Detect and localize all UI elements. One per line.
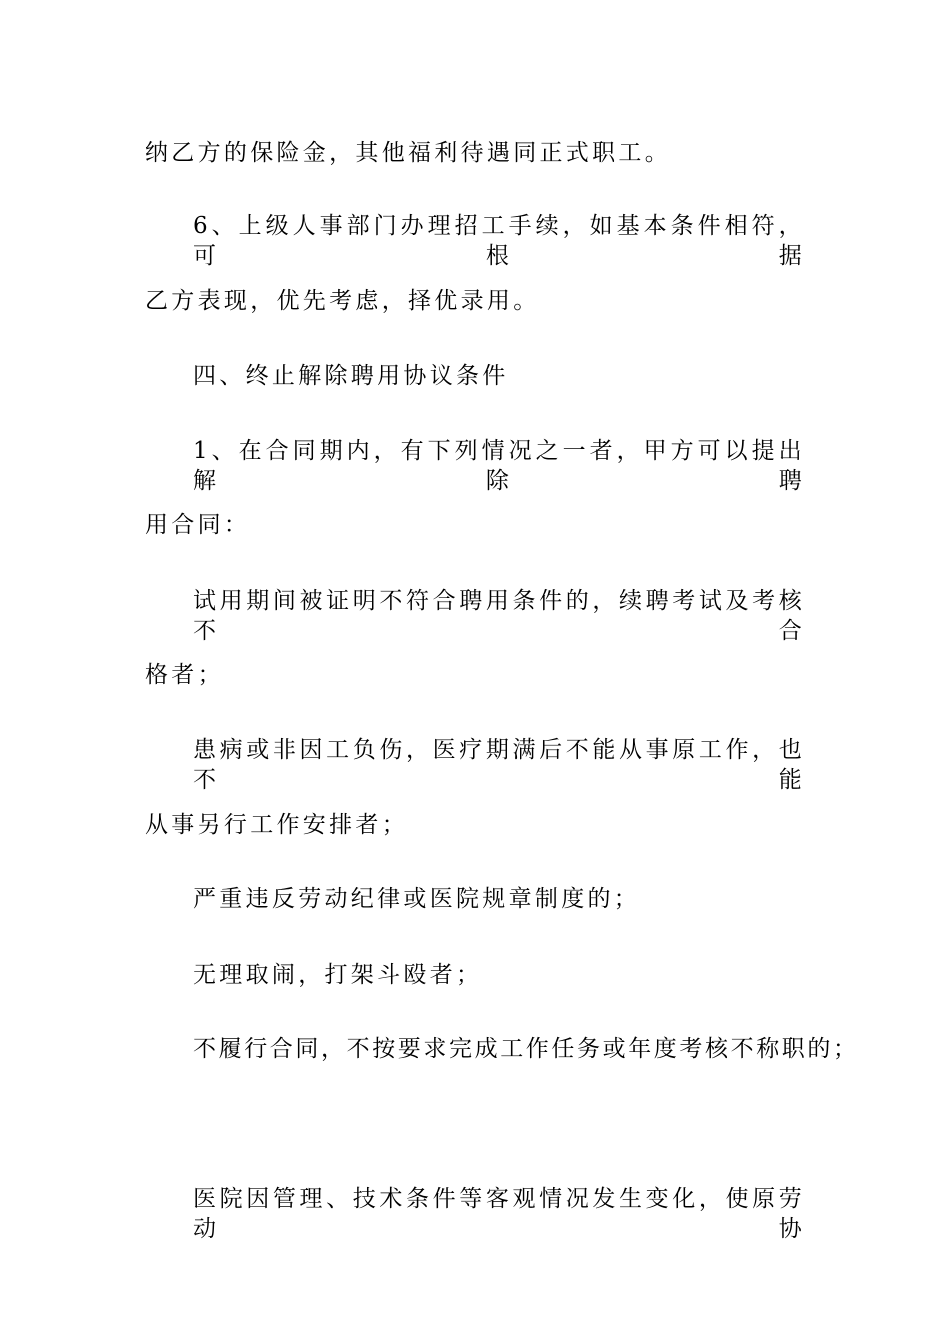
paragraph-line-2: 6、上级人事部门办理招工手续，如基本条件相符，可根据	[193, 213, 805, 269]
paragraph-line-6: 用合同：	[145, 512, 251, 538]
paragraph-line-9: 患病或非因工负伤，医疗期满后不能从事原工作，也不能	[193, 737, 805, 793]
section-heading-4: 四、终止解除聘用协议条件	[193, 363, 509, 389]
paragraph-line-10: 从事另行工作安排者；	[145, 812, 408, 838]
paragraph-line-12: 无理取闹，打架斗殴者；	[193, 962, 483, 988]
paragraph-line-8: 格者；	[145, 662, 224, 688]
paragraph-line-3: 乙方表现，优先考虑，择优录用。	[145, 288, 540, 314]
paragraph-line-5: 1、在合同期内，有下列情况之一者，甲方可以提出解除聘	[193, 438, 805, 494]
paragraph-line-7: 试用期间被证明不符合聘用条件的，续聘考试及考核不合	[193, 588, 805, 644]
paragraph-line-1: 纳乙方的保险金，其他福利待遇同正式职工。	[145, 140, 671, 166]
paragraph-line-11: 严重违反劳动纪律或医院规章制度的；	[193, 886, 641, 912]
paragraph-line-14: 医院因管理、技术条件等客观情况发生变化，使原劳动协	[193, 1186, 805, 1242]
paragraph-line-13: 不履行合同，不按要求完成工作任务或年度考核不称职的；	[193, 1036, 859, 1062]
